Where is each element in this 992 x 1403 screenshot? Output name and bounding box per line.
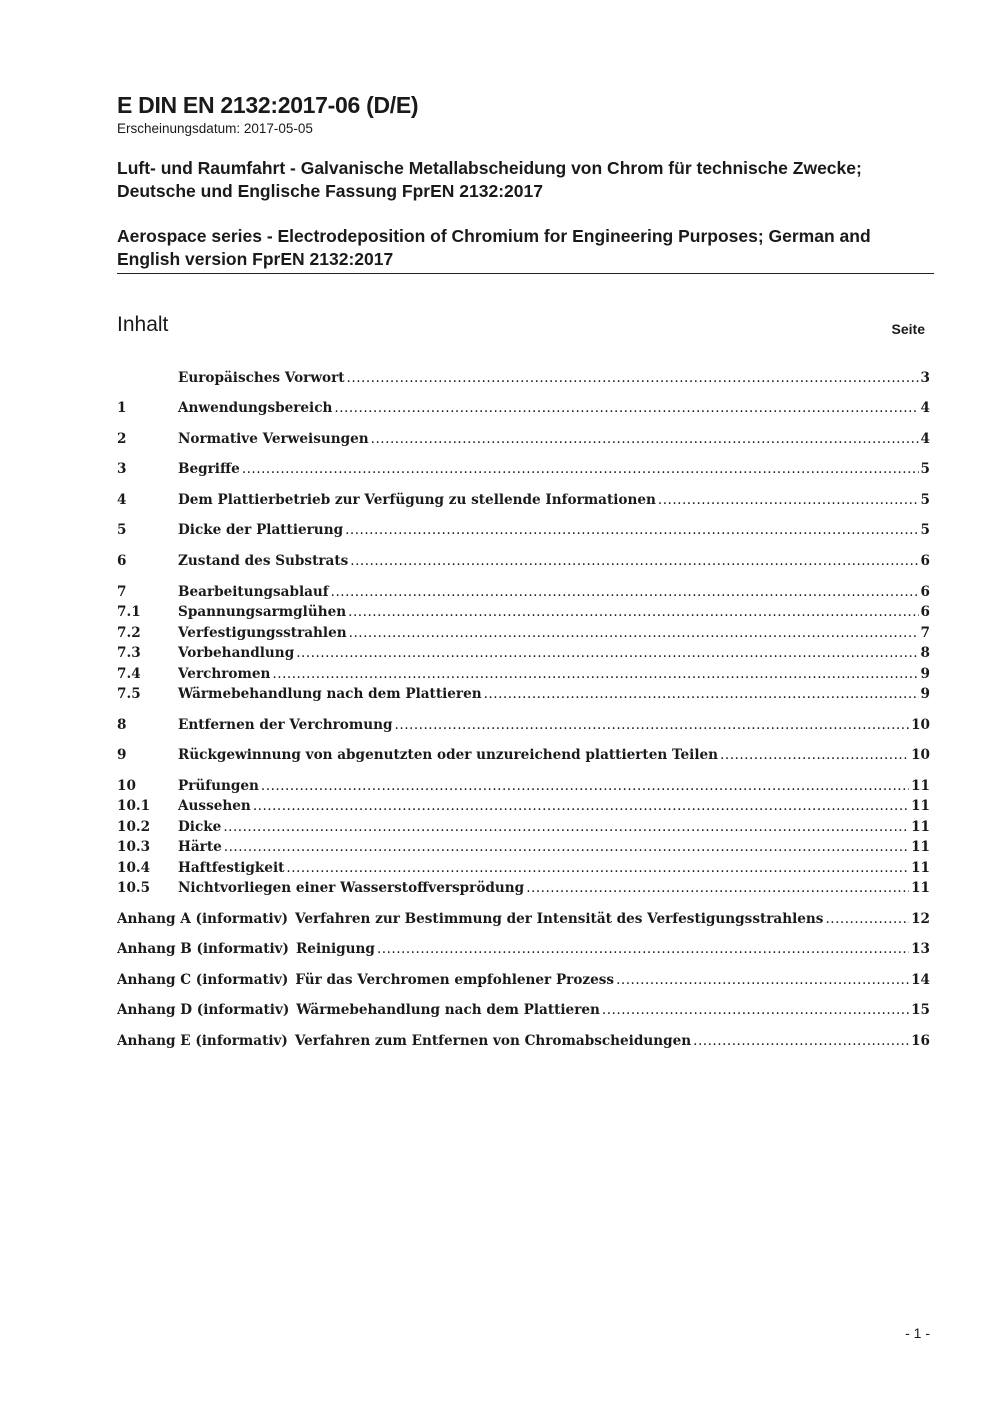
toc-entry-number: 7.2 bbox=[117, 625, 141, 641]
document-header bbox=[117, 92, 934, 274]
toc-leader-dots bbox=[616, 972, 909, 988]
toc-entry-title: Anwendungsbereich bbox=[178, 400, 333, 416]
toc-entry-title: Reinigung bbox=[296, 941, 375, 957]
toc-entry-page: 7 bbox=[920, 625, 930, 641]
toc-entry[interactable] bbox=[117, 431, 930, 451]
toc-leader-dots bbox=[371, 431, 919, 447]
toc-entry-page: 11 bbox=[911, 798, 930, 814]
toc-entry[interactable] bbox=[117, 839, 930, 859]
toc-leader-dots bbox=[348, 604, 918, 620]
toc-entry[interactable] bbox=[117, 860, 930, 880]
toc-entry-page: 6 bbox=[920, 553, 930, 569]
toc-entry-page: 10 bbox=[911, 717, 930, 733]
toc-annex-label: Anhang A (informativ) bbox=[117, 911, 289, 927]
toc-annex-entry[interactable] bbox=[117, 941, 930, 961]
toc-page-column-label: Seite bbox=[891, 321, 925, 337]
toc-heading bbox=[117, 313, 927, 345]
toc-entry[interactable] bbox=[117, 778, 930, 798]
toc-entry-title: Wärmebehandlung nach dem Plattieren bbox=[178, 686, 482, 702]
toc-entry-number: 10 bbox=[117, 778, 136, 794]
toc-leader-dots bbox=[693, 1033, 909, 1049]
page-number: - 1 - bbox=[905, 1325, 930, 1341]
toc-entry-title: Nichtvorliegen einer Wasserstoffversprödung bbox=[178, 880, 525, 896]
toc-entry-page: 9 bbox=[920, 686, 930, 702]
toc-entry-number: 6 bbox=[117, 553, 127, 569]
toc-entry-title: Dicke der Plattierung bbox=[178, 522, 344, 538]
toc-entry-page: 11 bbox=[911, 778, 930, 794]
toc-entry-page: 13 bbox=[911, 941, 930, 957]
toc-entry-title: Spannungsarmglühen bbox=[178, 604, 347, 620]
toc-entry-title: Wärmebehandlung nach dem Plattieren bbox=[296, 1002, 600, 1018]
toc-entry-number: 10.5 bbox=[117, 880, 151, 896]
toc-entry-title: Dicke bbox=[178, 819, 222, 835]
toc-entry[interactable] bbox=[117, 798, 930, 818]
toc-annex-label: Anhang C (informativ) bbox=[117, 972, 289, 988]
toc-entry-page: 3 bbox=[920, 370, 930, 386]
toc-entry-page: 5 bbox=[920, 461, 930, 477]
toc-entry-number: 7.4 bbox=[117, 666, 141, 682]
toc-entry-number: 7.5 bbox=[117, 686, 141, 702]
toc-entry-number: 7.3 bbox=[117, 645, 141, 661]
toc-entry-title: Rückgewinnung von abgenutzten oder unzureichend plattierten Teilen bbox=[178, 747, 719, 763]
toc-entry[interactable] bbox=[117, 461, 930, 481]
toc-entry[interactable] bbox=[117, 717, 930, 737]
toc-entry-number: 1 bbox=[117, 400, 127, 416]
toc-entry-page: 14 bbox=[911, 972, 930, 988]
toc-entry-page: 4 bbox=[920, 400, 930, 416]
toc-entry[interactable] bbox=[117, 686, 930, 706]
toc-leader-dots bbox=[261, 778, 909, 794]
toc-entry-title: Verfahren zur Bestimmung der Intensität des Verfestigungsstrahlens bbox=[295, 911, 824, 927]
toc-entry-title: Verchromen bbox=[178, 666, 271, 682]
toc-entry-page: 5 bbox=[920, 492, 930, 508]
toc-leader-dots bbox=[286, 860, 909, 876]
toc-entry-title: Zustand des Substrats bbox=[178, 553, 349, 569]
toc-entry-title: Dem Plattierbetrieb zur Verfügung zu stellende Informationen bbox=[178, 492, 656, 508]
toc-entry-title: Vorbehandlung bbox=[178, 645, 295, 661]
toc-entry-title: Haftfestigkeit bbox=[178, 860, 285, 876]
toc-leader-dots bbox=[720, 747, 909, 763]
toc-entry-title: Europäisches Vorwort bbox=[178, 370, 345, 386]
toc-leader-dots bbox=[253, 798, 909, 814]
toc-entry-page: 12 bbox=[911, 911, 930, 927]
toc-leader-dots bbox=[224, 839, 909, 855]
toc-leader-dots bbox=[350, 553, 918, 569]
toc-annex-entry[interactable] bbox=[117, 972, 930, 992]
toc-leader-dots bbox=[242, 461, 919, 477]
toc-entry[interactable] bbox=[117, 584, 930, 604]
toc-leader-dots bbox=[377, 941, 909, 957]
toc-leader-dots bbox=[272, 666, 918, 682]
toc-leader-dots bbox=[345, 522, 918, 538]
toc-leader-dots bbox=[825, 911, 909, 927]
toc-annex-label: Anhang B (informativ) bbox=[117, 941, 289, 957]
toc-entry-number: 10.1 bbox=[117, 798, 151, 814]
toc-entry[interactable] bbox=[117, 666, 930, 686]
toc-entry-page: 5 bbox=[920, 522, 930, 538]
toc-entry-title: Für das Verchromen empfohlener Prozess bbox=[295, 972, 615, 988]
toc-entry-page: 11 bbox=[911, 839, 930, 855]
toc-entry-title: Entfernen der Verchromung bbox=[178, 717, 393, 733]
toc-leader-dots bbox=[602, 1002, 909, 1018]
toc-leader-dots bbox=[223, 819, 909, 835]
toc-entry-page: 6 bbox=[920, 604, 930, 620]
toc-entry[interactable] bbox=[117, 747, 930, 767]
toc-entry[interactable] bbox=[117, 370, 930, 390]
toc-entry-page: 4 bbox=[920, 431, 930, 447]
toc-entry[interactable] bbox=[117, 604, 930, 624]
toc-entry-title: Verfahren zum Entfernen von Chromabscheidungen bbox=[294, 1033, 692, 1049]
toc-entry-title: Härte bbox=[178, 839, 222, 855]
toc-entry-title: Normative Verweisungen bbox=[178, 431, 369, 447]
toc-entry-number: 8 bbox=[117, 717, 127, 733]
toc-entry[interactable] bbox=[117, 819, 930, 839]
toc-entry-number: 7 bbox=[117, 584, 127, 600]
toc-entry-page: 9 bbox=[920, 666, 930, 682]
toc-annex-entry[interactable] bbox=[117, 911, 930, 931]
toc-entry[interactable] bbox=[117, 522, 930, 542]
toc-entry-title: Begriffe bbox=[178, 461, 240, 477]
publication-date: Erscheinungsdatum: 2017-05-05 bbox=[117, 121, 313, 136]
toc-entry-page: 8 bbox=[920, 645, 930, 661]
toc-entry[interactable] bbox=[117, 645, 930, 665]
toc-entry-title: Bearbeitungsablauf bbox=[178, 584, 329, 600]
toc-leader-dots bbox=[395, 717, 910, 733]
toc-entry-number: 2 bbox=[117, 431, 127, 447]
toc-entry-number: 4 bbox=[117, 492, 127, 508]
toc-leader-dots bbox=[526, 880, 909, 896]
toc-leader-dots bbox=[296, 645, 918, 661]
toc-entry-page: 11 bbox=[911, 819, 930, 835]
document-id: E DIN EN 2132:2017-06 (D/E) bbox=[117, 92, 419, 118]
title-english: Aerospace series - Electrodeposition of Chromium for Engineering Purposes; German and English version FprEN 2132:2017 bbox=[117, 225, 934, 274]
toc-annex-label: Anhang E (informativ) bbox=[117, 1033, 288, 1049]
toc-entry-title: Aussehen bbox=[178, 798, 251, 814]
toc-entry[interactable] bbox=[117, 880, 930, 900]
toc-leader-dots bbox=[334, 400, 918, 416]
toc-title: Inhalt bbox=[117, 313, 169, 336]
toc-entry-page: 6 bbox=[920, 584, 930, 600]
toc-entry-title: Prüfungen bbox=[178, 778, 259, 794]
toc-entry[interactable] bbox=[117, 553, 930, 573]
toc-annex-label: Anhang D (informativ) bbox=[117, 1002, 290, 1018]
toc-entry-number: 7.1 bbox=[117, 604, 141, 620]
toc-leader-dots bbox=[484, 686, 919, 702]
toc-entry-page: 10 bbox=[911, 747, 930, 763]
toc-entry-number: 10.4 bbox=[117, 860, 151, 876]
toc-entry-page: 11 bbox=[911, 860, 930, 876]
toc-entry[interactable] bbox=[117, 492, 930, 512]
toc-entry-page: 15 bbox=[911, 1002, 930, 1018]
toc-entry-number: 3 bbox=[117, 461, 127, 477]
toc-leader-dots bbox=[658, 492, 919, 508]
toc-entry-number: 5 bbox=[117, 522, 127, 538]
toc-entry-page: 11 bbox=[911, 880, 930, 896]
toc-annex-entry[interactable] bbox=[117, 1033, 930, 1053]
toc-leader-dots bbox=[347, 370, 919, 386]
toc-leader-dots bbox=[349, 625, 919, 641]
toc-entry[interactable] bbox=[117, 400, 930, 420]
toc-entry-number: 9 bbox=[117, 747, 127, 763]
toc-entry-title: Verfestigungsstrahlen bbox=[178, 625, 347, 641]
toc-entry-page: 16 bbox=[911, 1033, 930, 1049]
toc-entry-number: 10.3 bbox=[117, 839, 151, 855]
toc-entry-number: 10.2 bbox=[117, 819, 151, 835]
title-german: Luft- und Raumfahrt - Galvanische Metallabscheidung von Chrom für technische Zwecke; Deutsche und Englische Fassung FprEN 2132:2017 bbox=[117, 158, 862, 201]
toc-leader-dots bbox=[331, 584, 919, 600]
toc-annex-entry[interactable] bbox=[117, 1002, 930, 1022]
toc-entry[interactable] bbox=[117, 625, 930, 645]
